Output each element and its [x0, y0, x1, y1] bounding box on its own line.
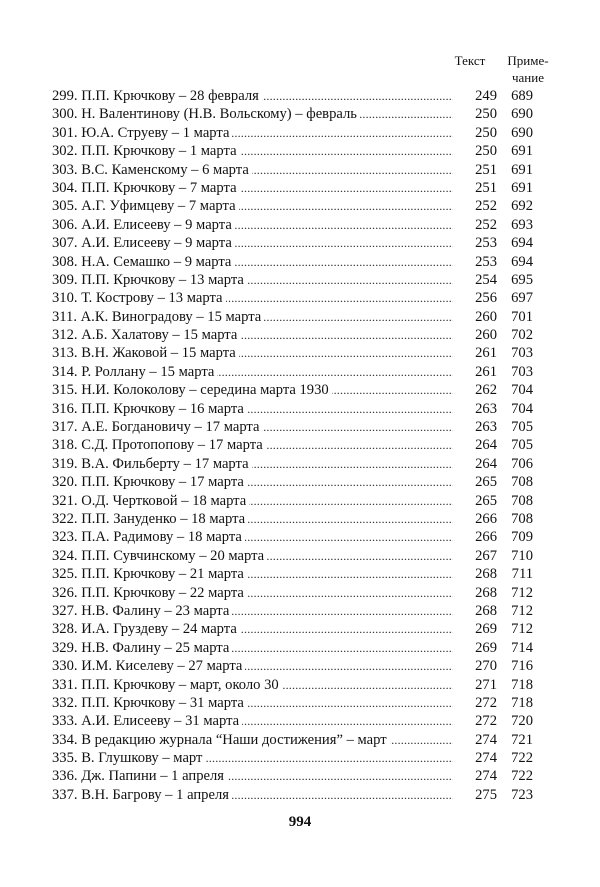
toc-entry-title-leader — [52, 124, 453, 142]
toc-entry — [52, 253, 552, 271]
toc-entry-title: 317. А.Е. Богдановичу – 17 марта — [52, 419, 262, 435]
toc-entry-title-leader — [52, 767, 453, 785]
toc-entry-title-leader — [52, 473, 453, 491]
toc-entry-note-page: 722 — [511, 768, 533, 785]
toc-entry-text-page: 262 — [475, 382, 497, 399]
toc-entry-title: 312. А.Б. Халатову – 15 марта — [52, 327, 240, 343]
toc-entry-title: 307. А.И. Елисееву – 9 марта — [52, 235, 235, 251]
toc-entry-title: 303. В.С. Каменскому – 6 марта — [52, 162, 252, 178]
toc-entry-title: 300. Н. Валентинову (Н.В. Вольскому) – февраль — [52, 106, 360, 122]
toc-entry-note-page: 721 — [511, 731, 533, 748]
toc-entry-title: 332. П.П. Крючкову – 31 марта — [52, 695, 247, 711]
toc-entry-title: 301. Ю.А. Струеву – 1 марта — [52, 125, 232, 141]
toc-entry-note-page: 701 — [511, 308, 533, 325]
toc-entry-text-page: 256 — [475, 290, 497, 307]
toc-entry-note-page: 723 — [511, 786, 533, 803]
toc-entry-text-page: 253 — [475, 253, 497, 270]
toc-entry — [52, 492, 552, 510]
toc-entry-title-leader — [52, 142, 453, 160]
toc-entry-title: 306. А.И. Елисееву – 9 марта — [52, 217, 235, 233]
toc-entry-text-page: 263 — [475, 400, 497, 417]
toc-entry-title-leader — [52, 253, 453, 271]
toc-entry-text-page: 266 — [475, 510, 497, 527]
toc-entry-note-page: 691 — [511, 179, 533, 196]
toc-entry-title: 330. И.М. Киселеву – 27 марта — [52, 658, 245, 674]
toc-entry-note-page: 704 — [511, 382, 533, 399]
toc-entry — [52, 179, 552, 197]
toc-entry-note-page: 694 — [511, 253, 533, 270]
toc-entry-text-page: 252 — [475, 216, 497, 233]
toc-entry-note-page: 704 — [511, 400, 533, 417]
toc-entry-note-page: 703 — [511, 363, 533, 380]
toc-entry-title: 304. П.П. Крючкову – 7 марта — [52, 180, 240, 196]
toc-entry-title-leader — [52, 786, 453, 804]
toc-entry-title-leader — [52, 455, 453, 473]
toc-entry-title: 336. Дж. Папини – 1 апреля — [52, 768, 227, 784]
toc-entry-note-page: 694 — [511, 235, 533, 252]
toc-entry — [52, 400, 552, 418]
toc-entry — [52, 436, 552, 454]
toc-entry — [52, 620, 552, 638]
toc-entry-note-page: 712 — [511, 602, 533, 619]
toc-entry-note-page: 716 — [511, 658, 533, 675]
toc-entry — [52, 639, 552, 657]
toc-entry-note-page: 705 — [511, 437, 533, 454]
toc-entry-title-leader — [52, 344, 453, 362]
toc-entry-title-leader — [52, 381, 453, 399]
toc-entry-title: 326. П.П. Крючкову – 22 марта — [52, 585, 247, 601]
toc-entry-text-page: 269 — [475, 639, 497, 656]
toc-entry-title-leader — [52, 547, 453, 565]
column-header-note-line2: чание — [512, 70, 544, 85]
toc-entry — [52, 326, 552, 344]
toc-entry-text-page: 250 — [475, 106, 497, 123]
column-header-note — [503, 52, 553, 86]
toc-entry-text-page: 264 — [475, 437, 497, 454]
toc-entry-title-leader — [52, 602, 453, 620]
toc-entry — [52, 418, 552, 436]
toc-entry-title: 327. Н.В. Фалину – 23 марта — [52, 603, 232, 619]
toc-entry-title: 323. П.А. Радимову – 18 марта — [52, 529, 245, 545]
toc-entry-title-leader — [52, 731, 453, 749]
toc-entry — [52, 105, 552, 123]
toc-entry-title-leader — [52, 326, 453, 344]
toc-entry-title: 319. В.А. Фильберту – 17 марта — [52, 456, 252, 472]
toc-entry-text-page: 260 — [475, 327, 497, 344]
toc-entry-note-page: 693 — [511, 216, 533, 233]
toc-entry-title: 324. П.П. Сувчинскому – 20 марта — [52, 548, 267, 564]
toc-entry — [52, 584, 552, 602]
toc-entry-title: 314. Р. Роллану – 15 марта — [52, 364, 217, 380]
toc-entry-title-leader — [52, 749, 453, 767]
toc-entry — [52, 344, 552, 362]
toc-entry-note-page: 702 — [511, 327, 533, 344]
toc-entry-note-page: 711 — [511, 566, 533, 583]
toc-entry-title-leader — [52, 400, 453, 418]
toc-entry-text-page: 274 — [475, 731, 497, 748]
toc-entry-title-leader — [52, 510, 453, 528]
toc-entry-title-leader — [52, 528, 453, 546]
toc-entry — [52, 565, 552, 583]
toc-entry-text-page: 268 — [475, 602, 497, 619]
toc-entry-text-page: 260 — [475, 308, 497, 325]
toc-entry-text-page: 251 — [475, 161, 497, 178]
toc-entry-title-leader — [52, 676, 453, 694]
toc-entry-title: 320. П.П. Крючкову – 17 марта — [52, 474, 247, 490]
toc-entry — [52, 381, 552, 399]
toc-entry-text-page: 265 — [475, 474, 497, 491]
toc-entry-text-page: 274 — [475, 768, 497, 785]
toc-entry-title-leader — [52, 105, 453, 123]
toc-entry-title: 305. А.Г. Уфимцеву – 7 марта — [52, 198, 239, 214]
toc-entry-note-page: 720 — [511, 713, 533, 730]
toc-entry-title: 329. Н.В. Фалину – 25 марта — [52, 640, 232, 656]
toc-entry — [52, 289, 552, 307]
toc-entry-text-page: 264 — [475, 455, 497, 472]
toc-entry — [52, 234, 552, 252]
toc-entry-text-page: 263 — [475, 419, 497, 436]
toc-entry-text-page: 250 — [475, 143, 497, 160]
toc-entry-title: 299. П.П. Крючкову – 28 февраля — [52, 88, 262, 104]
toc-entry — [52, 308, 552, 326]
toc-entry-title: 302. П.П. Крючкову – 1 марта — [52, 143, 240, 159]
table-of-contents — [52, 87, 552, 804]
toc-entry-text-page: 268 — [475, 584, 497, 601]
toc-entry-title: 316. П.П. Крючкову – 16 марта — [52, 401, 247, 417]
toc-entry-text-page: 252 — [475, 198, 497, 215]
toc-entry-title: 322. П.П. Зануденко – 18 марта — [52, 511, 248, 527]
column-header-text-label: Текст — [454, 53, 486, 68]
toc-entry-title: 331. П.П. Крючкову – март, около 30 — [52, 677, 282, 693]
toc-entry — [52, 657, 552, 675]
toc-entry-text-page: 251 — [475, 179, 497, 196]
toc-entry — [52, 142, 552, 160]
toc-entry-text-page: 269 — [475, 621, 497, 638]
toc-entry-title-leader — [52, 712, 453, 730]
toc-entry-note-page: 718 — [511, 694, 533, 711]
toc-entry-title: 321. О.Д. Чертковой – 18 марта — [52, 493, 249, 509]
toc-entry — [52, 363, 552, 381]
toc-entry — [52, 87, 552, 105]
toc-entry-title-leader — [52, 289, 453, 307]
toc-entry-note-page: 692 — [511, 198, 533, 215]
toc-entry-text-page: 270 — [475, 658, 497, 675]
toc-entry-text-page: 253 — [475, 235, 497, 252]
toc-entry-title: 328. И.А. Груздеву – 24 марта — [52, 621, 240, 637]
toc-entry — [52, 694, 552, 712]
toc-entry-title-leader — [52, 234, 453, 252]
toc-entry-title: 311. А.К. Виноградову – 15 марта — [52, 309, 264, 325]
toc-entry-note-page: 718 — [511, 676, 533, 693]
toc-entry-note-page: 706 — [511, 455, 533, 472]
toc-entry-title: 318. С.Д. Протопопову – 17 марта — [52, 437, 266, 453]
toc-entry-title-leader — [52, 197, 453, 215]
toc-entry-title: 335. В. Глушкову – март — [52, 750, 205, 766]
toc-entry-title-leader — [52, 161, 453, 179]
toc-entry-title-leader — [52, 308, 453, 326]
toc-entry — [52, 547, 552, 565]
toc-entry-title-leader — [52, 694, 453, 712]
toc-entry — [52, 216, 552, 234]
toc-entry-note-page: 689 — [511, 88, 533, 104]
toc-entry-note-page: 712 — [511, 584, 533, 601]
toc-entry — [52, 510, 552, 528]
toc-entry-title: 337. В.Н. Багрову – 1 апреля — [52, 787, 232, 803]
toc-entry-title: 313. В.Н. Жаковой – 15 марта — [52, 345, 239, 361]
toc-entry-title-leader — [52, 363, 453, 381]
toc-entry-title-leader — [52, 418, 453, 436]
toc-entry-text-page: 261 — [475, 345, 497, 362]
toc-entry-note-page: 691 — [511, 143, 533, 160]
toc-entry-title: 310. Т. Кострову – 13 марта — [52, 290, 226, 306]
toc-entry-note-page: 690 — [511, 124, 533, 141]
toc-entry-title: 309. П.П. Крючкову – 13 марта — [52, 272, 247, 288]
toc-entry-note-page: 708 — [511, 492, 533, 509]
toc-entry — [52, 124, 552, 142]
toc-entry — [52, 767, 552, 785]
toc-entry — [52, 602, 552, 620]
toc-entry-note-page: 722 — [511, 750, 533, 767]
toc-entry-note-page: 710 — [511, 547, 533, 564]
toc-entry-text-page: 274 — [475, 750, 497, 767]
toc-entry — [52, 528, 552, 546]
toc-entry-text-page: 249 — [475, 88, 497, 104]
toc-entry-title-leader — [52, 657, 453, 675]
toc-entry-note-page: 690 — [511, 106, 533, 123]
toc-entry — [52, 676, 552, 694]
toc-entry — [52, 712, 552, 730]
toc-entry — [52, 473, 552, 491]
toc-entry — [52, 731, 552, 749]
toc-entry-title: 334. В редакцию журнала “Наши достижения” – март — [52, 732, 390, 748]
toc-entry-note-page: 703 — [511, 345, 533, 362]
column-header-text — [448, 52, 492, 69]
toc-entry-text-page: 272 — [475, 694, 497, 711]
toc-entry-title-leader — [52, 565, 453, 583]
toc-entry-note-page: 691 — [511, 161, 533, 178]
toc-entry-text-page: 254 — [475, 271, 497, 288]
toc-entry-title: 333. А.И. Елисееву – 31 марта — [52, 713, 242, 729]
toc-entry-text-page: 275 — [475, 786, 497, 803]
toc-entry-text-page: 261 — [475, 363, 497, 380]
toc-entry — [52, 161, 552, 179]
toc-entry-title: 315. Н.И. Колоколову – середина марта 1930 — [52, 382, 332, 398]
toc-entry-text-page: 268 — [475, 566, 497, 583]
toc-entry-text-page: 271 — [475, 676, 497, 693]
toc-entry-text-page: 272 — [475, 713, 497, 730]
toc-entry-note-page: 697 — [511, 290, 533, 307]
toc-entry-note-page: 705 — [511, 419, 533, 436]
toc-entry-text-page: 265 — [475, 492, 497, 509]
toc-entry-title-leader — [52, 436, 453, 454]
toc-entry-title-leader — [52, 271, 453, 289]
toc-entry-note-page: 695 — [511, 271, 533, 288]
toc-entry-note-page: 712 — [511, 621, 533, 638]
toc-entry — [52, 271, 552, 289]
toc-entry-text-page: 250 — [475, 124, 497, 141]
toc-entry-title: 325. П.П. Крючкову – 21 марта — [52, 566, 247, 582]
toc-entry-title-leader — [52, 492, 453, 510]
toc-entry-note-page: 714 — [511, 639, 533, 656]
toc-entry — [52, 749, 552, 767]
toc-entry-title: 308. Н.А. Семашко – 9 марта — [52, 254, 234, 270]
toc-entry-title-leader — [52, 179, 453, 197]
toc-entry-title-leader — [52, 584, 453, 602]
toc-entry-note-page: 709 — [511, 529, 533, 546]
page-number: 994 — [288, 814, 312, 830]
toc-entry-text-page: 266 — [475, 529, 497, 546]
toc-entry-title-leader — [52, 87, 453, 105]
toc-entry — [52, 455, 552, 473]
column-header-note-line1: Приме- — [507, 53, 549, 68]
toc-entry — [52, 786, 552, 804]
toc-entry-text-page: 267 — [475, 547, 497, 564]
toc-entry-note-page: 708 — [511, 474, 533, 491]
toc-entry-title-leader — [52, 639, 453, 657]
toc-entry-note-page: 708 — [511, 510, 533, 527]
toc-entry-title-leader — [52, 620, 453, 638]
toc-entry — [52, 197, 552, 215]
toc-entry-title-leader — [52, 216, 453, 234]
